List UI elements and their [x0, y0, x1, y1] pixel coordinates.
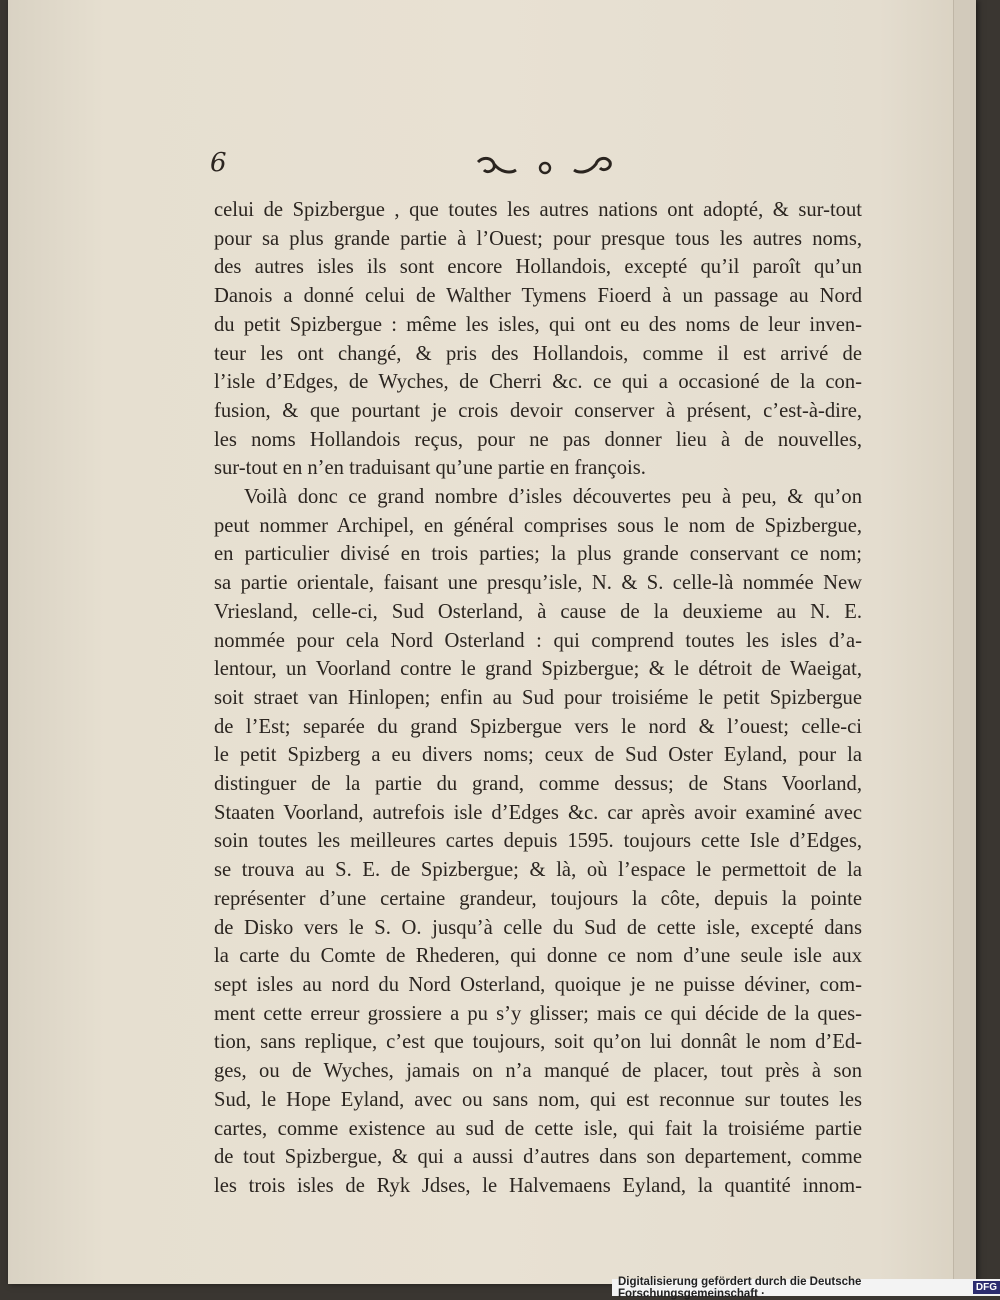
text-line: pour sa plus grande partie à l’Ouest; pour presque tous les autres noms, [214, 227, 862, 250]
book-page [8, 0, 976, 1284]
text-line: ment cette erreur grossiere a pu s’y glisser; mais ce qui décide de la ques- [214, 1002, 862, 1025]
text-line: peut nommer Archipel, en général comprises sous le nom de Spizbergue, [214, 514, 862, 537]
page-edge [953, 0, 976, 1284]
text-line: sur-tout en n’en traduisant qu’une partie en françois. [214, 457, 646, 480]
ornament-flourish [470, 150, 620, 184]
text-line: de l’Est; separée du grand Spizbergue vers le nord & l’ouest; celle-ci [214, 715, 862, 738]
text-line: les noms Hollandois reçus, pour ne pas donner lieu à de nouvelles, [214, 428, 862, 451]
text-line: Staaten Voorland, autrefois isle d’Edges &c. car après avoir examiné avec [214, 801, 862, 824]
text-line: le petit Spizberg a eu divers noms; ceux de Sud Oster Eyland, pour la [214, 744, 862, 767]
text-line: Vriesland, celle-ci, Sud Osterland, à cause de la deuxieme au N. E. [214, 600, 862, 623]
text-line: tion, sans replique, c’est que toujours, soit qu’on lui donnât le nom d’Ed- [214, 1031, 862, 1054]
dfg-logo: DFG [973, 1281, 1000, 1294]
credit-text: Digitalisierung gefördert durch die Deutsche Forschungsgemeinschaft · [618, 1275, 862, 1300]
text-line: Sud, le Hope Eyland, avec ou sans nom, qui est reconnue sur toutes les [214, 1088, 862, 1111]
text-line: du petit Spizbergue : même les isles, qui ont eu des noms de leur inven- [214, 313, 862, 336]
text-line: l’isle d’Edges, de Wyches, de Cherri &c. ce qui a occasioné de la con- [214, 371, 862, 394]
text-line: lentour, un Voorland contre le grand Spizbergue; & le détroit de Waeigat, [214, 658, 862, 681]
text-line: de tout Spizbergue, & qui a aussi d’autres dans son departement, comme [214, 1146, 862, 1169]
page-number: 6 [210, 148, 227, 178]
text-line: celui de Spizbergue , que toutes les autres nations ont adopté, & sur-tout [214, 199, 862, 221]
text-line: en particulier divisé en trois parties; la plus grande conservant ce nom; [214, 543, 862, 566]
text-line: les trois isles de Ryk Jdses, le Halvemaens Eyland, la quantité innom- [214, 1174, 862, 1197]
text-line: nommée pour cela Nord Osterland : qui comprend toutes les isles d’a- [214, 629, 862, 652]
text-line: de Disko vers le S. O. jusqu’à celle du Sud de cette isle, excepté dans [214, 916, 862, 939]
text-line: soin toutes les meilleures cartes depuis 1595. toujours cette Isle d’Edges, [214, 830, 862, 853]
text-line: des autres isles ils sont encore Hollandois, excepté qu’il paroît qu’un [214, 256, 862, 279]
text-line: sept isles au nord du Nord Osterland, quoique je ne puisse déviner, com- [214, 973, 862, 996]
text-line: se trouva au S. E. de Spizbergue; & là, où l’espace le permettoit de la [214, 859, 862, 882]
text-line: teur les ont changé, & pris des Hollandois, comme il est arrivé de [214, 342, 862, 365]
text-line: Danois a donné celui de Walther Tymens Fioerd à un passage au Nord [214, 285, 862, 308]
text-line: fusion, & que pourtant je crois devoir conserver à présent, c’est-à-dire, [214, 399, 862, 422]
text-line: Voilà donc ce grand nombre d’isles découvertes peu à peu, & qu’on [244, 486, 862, 509]
text-line: représenter d’une certaine grandeur, toujours la côte, depuis la pointe [214, 887, 862, 910]
text-line: sa partie orientale, faisant une presqu’isle, N. & S. celle-là nommée New [214, 572, 862, 595]
text-line: la carte du Comte de Rhederen, qui donne ce nom d’une seule isle aux [214, 945, 862, 968]
text-line: soit straet van Hinlopen; enfin au Sud pour troisiéme le petit Spizbergue [214, 686, 862, 709]
text-line: cartes, comme existence au sud de cette isle, qui fait la troisiéme partie [214, 1117, 862, 1140]
digitization-credit [612, 1275, 1000, 1300]
text-line: distinguer de la partie du grand, comme dessus; de Stans Voorland, [214, 773, 862, 796]
text-line: ges, ou de Wyches, jamais on n’a manqué de placer, tout près à son [214, 1060, 862, 1083]
body-text [214, 196, 862, 1201]
